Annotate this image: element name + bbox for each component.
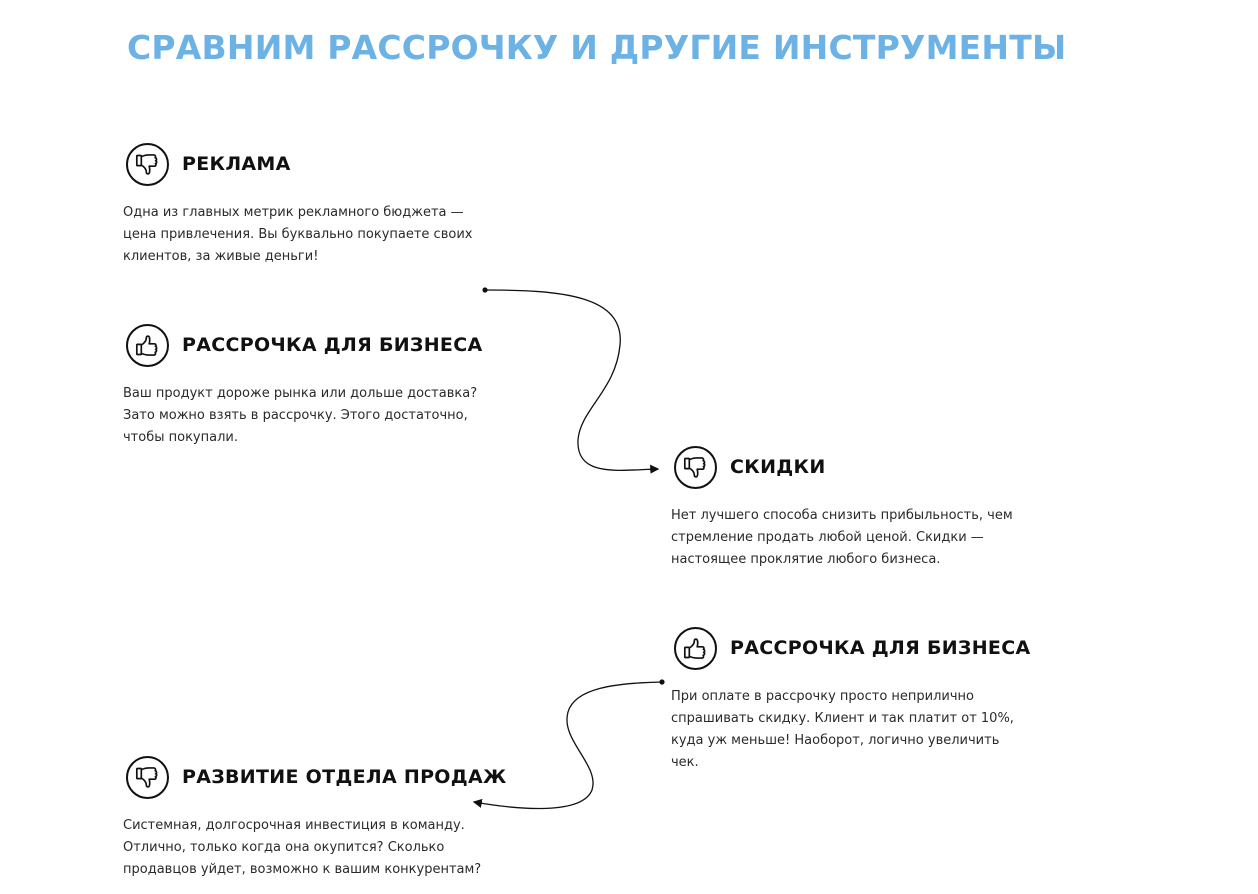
item-description: Одна из главных метрик рекламного бюджета — цена привлечения. Вы буквально покупаете своих клиентов, за живые деньги! [123, 205, 473, 264]
thumbs-up-icon [126, 324, 169, 367]
item-description: Системная, долгосрочная инвестиция в команду. Отлично, только когда она окупится? Сколько продавцов уйдет, возможно к вашим конкурентам? [123, 818, 482, 877]
item-title: СКИДКИ [730, 456, 826, 478]
connector-arrow-top [482, 287, 658, 470]
item-title: РАССРОЧКА ДЛЯ БИЗНЕСА [730, 637, 1031, 659]
item-description: Ваш продукт дороже рынка или дольше доставка? Зато можно взять в рассрочку. Этого достаточно, чтобы покупали. [123, 386, 478, 445]
thumbs-down-icon [126, 143, 169, 186]
item-title: РАССРОЧКА ДЛЯ БИЗНЕСА [182, 334, 483, 356]
comparison-item-sales-team [123, 754, 507, 881]
item-title: РАЗВИТИЕ ОТДЕЛА ПРОДАЖ [182, 766, 507, 788]
item-description: Нет лучшего способа снизить прибыльность, чем стремление продать любой ценой. Скидки — настоящее проклятие любого бизнеса. [671, 508, 1013, 567]
comparison-item-installment-2 [671, 625, 1054, 774]
thumbs-down-icon [126, 756, 169, 799]
comparison-item-installment-1 [123, 322, 506, 449]
item-description: При оплате в рассрочку просто неприлично спрашивать скидку. Клиент и так платит от 10%, куда уж меньше! Наоборот, логично увеличить чек. [671, 689, 1014, 770]
comparison-item-ads [123, 141, 506, 268]
page-title: СРАВНИМ РАССРОЧКУ И ДРУГИЕ ИНСТРУМЕНТЫ [127, 28, 1067, 67]
item-title: РЕКЛАМА [182, 153, 291, 175]
thumbs-up-icon [674, 627, 717, 670]
thumbs-down-icon [674, 446, 717, 489]
comparison-item-discounts [671, 444, 1054, 571]
